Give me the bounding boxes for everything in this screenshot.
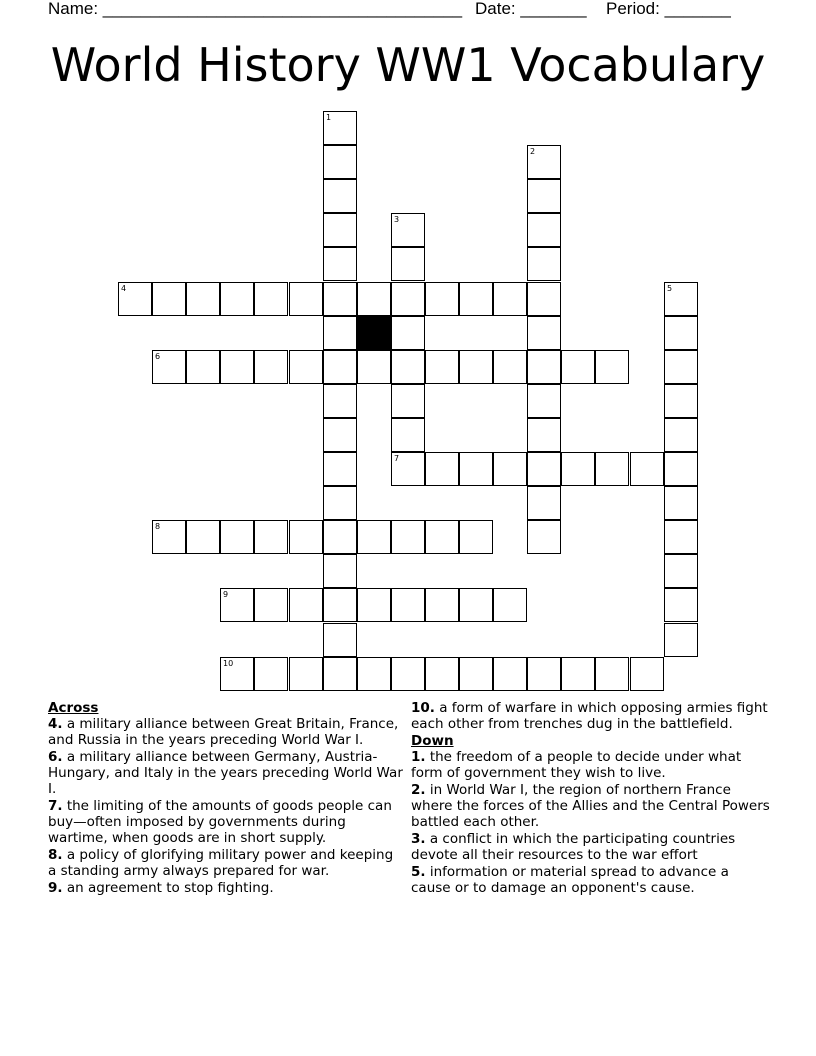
clue-number: 4. [48, 716, 63, 732]
crossword-cell[interactable] [527, 247, 561, 281]
clue-number: 2. [411, 782, 426, 798]
crossword-cell[interactable] [186, 282, 220, 316]
crossword-cell[interactable] [323, 316, 357, 350]
clue-text: a form of warfare in which opposing armies fight each other from trenches dug in the battlefield. [411, 700, 768, 732]
crossword-cell[interactable] [425, 350, 459, 384]
clue-across-10 [411, 700, 771, 732]
clue-number: 5. [411, 864, 426, 880]
crossword-cell[interactable] [323, 554, 357, 588]
cell-number: 6 [155, 352, 161, 361]
clue-across-9 [48, 880, 404, 896]
crossword-cell[interactable] [289, 657, 323, 691]
crossword-cell[interactable] [459, 282, 493, 316]
cell-number: 2 [530, 147, 536, 156]
crossword-cell[interactable] [323, 486, 357, 520]
crossword-cell[interactable] [527, 384, 561, 418]
name-field-label[interactable]: Name: ______________________________________ [48, 0, 463, 18]
crossword-cell[interactable] [357, 350, 391, 384]
crossword-cell[interactable] [220, 588, 254, 622]
clue-text: a policy of glorifying military power and keeping a standing army always prepared for war. [48, 847, 394, 879]
crossword-cell[interactable] [323, 588, 357, 622]
crossword-cell[interactable] [493, 657, 527, 691]
crossword-cell[interactable] [391, 282, 425, 316]
page-title: World History WW1 Vocabulary [50, 38, 766, 92]
clue-number: 9. [48, 880, 63, 896]
crossword-cell[interactable] [493, 282, 527, 316]
crossword-cell[interactable] [391, 520, 425, 554]
clue-down-5 [411, 864, 771, 896]
clue-text: a military alliance between Germany, Austria-Hungary, and Italy in the years preceding World War I. [48, 749, 403, 797]
crossword-cell[interactable] [527, 657, 561, 691]
crossword-cell[interactable] [425, 520, 459, 554]
crossword-cell[interactable] [289, 588, 323, 622]
crossword-cell[interactable] [459, 350, 493, 384]
crossword-cell[interactable] [254, 588, 288, 622]
clue-text: the freedom of a people to decide under what form of government they wish to live. [411, 749, 742, 781]
cell-number: 3 [394, 215, 400, 224]
crossword-cell[interactable] [664, 282, 698, 316]
crossword-cell[interactable] [630, 657, 664, 691]
crossword-cell[interactable] [220, 350, 254, 384]
clue-across-7 [48, 798, 404, 846]
crossword-cell[interactable] [323, 452, 357, 486]
clue-down-1 [411, 749, 771, 781]
black-cell [357, 316, 391, 350]
crossword-cell[interactable] [323, 384, 357, 418]
crossword-cell[interactable] [561, 350, 595, 384]
crossword-cell[interactable] [527, 316, 561, 350]
clue-down-3 [411, 831, 771, 863]
across-heading: Across [48, 700, 99, 716]
cell-number: 5 [667, 284, 673, 293]
cell-number: 8 [155, 522, 161, 531]
crossword-cell[interactable] [595, 452, 629, 486]
period-field-label[interactable]: Period: _______ [606, 0, 731, 18]
crossword-cell[interactable] [527, 452, 561, 486]
crossword-cell[interactable] [323, 418, 357, 452]
crossword-cell[interactable] [527, 350, 561, 384]
crossword-cell[interactable] [357, 588, 391, 622]
clue-number: 1. [411, 749, 426, 765]
crossword-cell[interactable] [220, 282, 254, 316]
crossword-cell[interactable] [220, 520, 254, 554]
crossword-cell[interactable] [254, 350, 288, 384]
cell-number: 9 [223, 590, 229, 599]
crossword-cell[interactable] [323, 247, 357, 281]
crossword-cell[interactable] [186, 350, 220, 384]
crossword-cell[interactable] [391, 384, 425, 418]
crossword-cell[interactable] [664, 520, 698, 554]
crossword-cell[interactable] [561, 452, 595, 486]
crossword-cell[interactable] [527, 213, 561, 247]
clue-number: 6. [48, 749, 63, 765]
clue-number: 10. [411, 700, 435, 716]
crossword-cell[interactable] [323, 350, 357, 384]
cell-number: 4 [121, 284, 127, 293]
crossword-cell[interactable] [527, 145, 561, 179]
cell-number: 1 [326, 113, 332, 122]
crossword-cell[interactable] [561, 657, 595, 691]
clue-text: the limiting of the amounts of goods people can buy—often imposed by governments during wartime, when goods are in short supply. [48, 798, 392, 846]
crossword-cell[interactable] [186, 520, 220, 554]
clue-across-8 [48, 847, 404, 879]
crossword-cell[interactable] [254, 282, 288, 316]
crossword-cell[interactable] [425, 588, 459, 622]
crossword-cell[interactable] [664, 384, 698, 418]
crossword-cell[interactable] [493, 588, 527, 622]
clue-text: an agreement to stop fighting. [66, 880, 274, 896]
crossword-cell[interactable] [391, 588, 425, 622]
crossword-cell[interactable] [323, 111, 357, 145]
clue-text: information or material spread to advance a cause or to damage an opponent's cause. [411, 864, 729, 896]
crossword-cell[interactable] [630, 452, 664, 486]
clue-text: a conflict in which the participating countries devote all their resources to the war effort [411, 831, 736, 863]
cell-number: 7 [394, 454, 400, 463]
crossword-cell[interactable] [664, 418, 698, 452]
clue-number: 7. [48, 798, 63, 814]
clue-down-2 [411, 782, 771, 830]
crossword-cell[interactable] [664, 350, 698, 384]
clue-across-6 [48, 749, 404, 797]
crossword-cell[interactable] [391, 213, 425, 247]
crossword-cell[interactable] [391, 316, 425, 350]
crossword-cell[interactable] [289, 350, 323, 384]
crossword-cell[interactable] [664, 452, 698, 486]
crossword-cell[interactable] [425, 282, 459, 316]
crossword-cell[interactable] [254, 520, 288, 554]
crossword-cell[interactable] [425, 452, 459, 486]
crossword-cell[interactable] [425, 657, 459, 691]
crossword-cell[interactable] [527, 179, 561, 213]
crossword-cell[interactable] [289, 520, 323, 554]
crossword-cell[interactable] [459, 452, 493, 486]
crossword-cell[interactable] [527, 282, 561, 316]
crossword-cell[interactable] [527, 520, 561, 554]
crossword-cell[interactable] [459, 588, 493, 622]
crossword-cell[interactable] [391, 657, 425, 691]
crossword-cell[interactable] [595, 657, 629, 691]
crossword-cell[interactable] [527, 418, 561, 452]
crossword-cell[interactable] [254, 657, 288, 691]
crossword-cell[interactable] [664, 588, 698, 622]
crossword-cell[interactable] [323, 657, 357, 691]
crossword-cell[interactable] [664, 316, 698, 350]
clue-number: 3. [411, 831, 426, 847]
crossword-cell[interactable] [595, 350, 629, 384]
crossword-cell[interactable] [664, 486, 698, 520]
crossword-cell[interactable] [323, 179, 357, 213]
crossword-cell[interactable] [357, 282, 391, 316]
clue-across-4 [48, 716, 404, 748]
clues-left-column [48, 700, 404, 897]
crossword-cell[interactable] [493, 350, 527, 384]
cell-number: 10 [223, 659, 234, 668]
crossword-cell[interactable] [323, 623, 357, 657]
crossword-cell[interactable] [664, 623, 698, 657]
crossword-cell[interactable] [152, 282, 186, 316]
crossword-cell[interactable] [323, 282, 357, 316]
crossword-cell[interactable] [152, 520, 186, 554]
crossword-cell[interactable] [357, 520, 391, 554]
date-field-label[interactable]: Date: _______ [475, 0, 587, 18]
crossword-cell[interactable] [289, 282, 323, 316]
crossword-cell[interactable] [391, 418, 425, 452]
crossword-cell[interactable] [664, 554, 698, 588]
crossword-cell[interactable] [357, 657, 391, 691]
crossword-cell[interactable] [459, 520, 493, 554]
crossword-cell[interactable] [118, 282, 152, 316]
clues-right-column [411, 700, 771, 897]
crossword-cell[interactable] [391, 452, 425, 486]
crossword-cell[interactable] [323, 145, 357, 179]
crossword-cell[interactable] [220, 657, 254, 691]
crossword-cell[interactable] [527, 486, 561, 520]
clue-text: a military alliance between Great Britain, France, and Russia in the years preceding World War I. [48, 716, 399, 748]
crossword-cell[interactable] [323, 213, 357, 247]
crossword-cell[interactable] [152, 350, 186, 384]
clue-text: in World War I, the region of northern France where the forces of the Allies and the Central Powers battled each other. [411, 782, 770, 830]
crossword-cell[interactable] [493, 452, 527, 486]
crossword-cell[interactable] [323, 520, 357, 554]
crossword-cell[interactable] [391, 247, 425, 281]
crossword-cell[interactable] [391, 350, 425, 384]
clue-number: 8. [48, 847, 63, 863]
down-heading: Down [411, 733, 454, 749]
crossword-cell[interactable] [459, 657, 493, 691]
